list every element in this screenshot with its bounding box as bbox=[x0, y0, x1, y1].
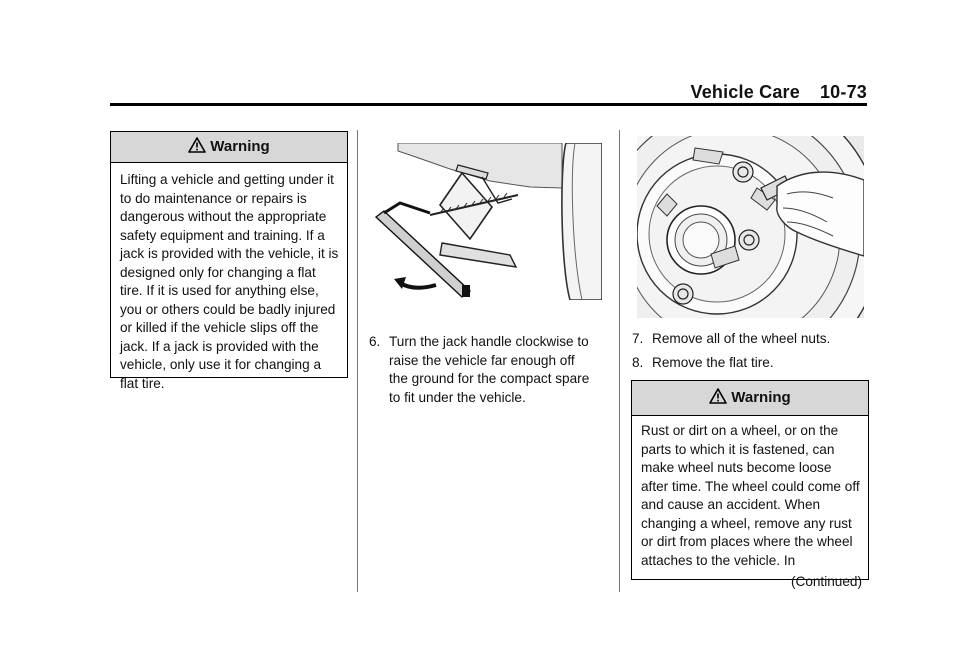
column-divider-2 bbox=[619, 130, 620, 592]
step-text: Remove all of the wheel nuts. bbox=[652, 331, 831, 346]
header-rule bbox=[110, 103, 867, 106]
warning-icon bbox=[709, 388, 727, 404]
header-title bbox=[690, 82, 867, 103]
page-number: 10-73 bbox=[819, 82, 867, 102]
step-text: Remove the flat tire. bbox=[652, 355, 774, 370]
step-number: 8. bbox=[632, 355, 644, 370]
warning-box-lifting bbox=[110, 131, 348, 391]
section-title: Vehicle Care bbox=[690, 82, 800, 102]
warning-icon bbox=[188, 137, 206, 153]
step-number: 6. bbox=[369, 334, 381, 349]
warning-body: Rust or dirt on a wheel, or on the parts to which it is fastened, can make wheel nuts become loose after time. The wheel could come off and cause an accident. When changing a wheel, remove any rust or dirt from places where the wheel attaches to the vehicle. In bbox=[641, 423, 860, 568]
step-8 bbox=[632, 354, 868, 373]
warning-box-rust bbox=[631, 380, 869, 589]
warning-body: Lifting a vehicle and getting under it to do maintenance or repairs is dangerous without the appropriate safety equipment and training. If a jack is provided with the vehicle, it is designed only for changing a flat tire. If it is used for anything else, you or others could be badly injured or killed if the vehicle slips off the jack. If a jack is provided with the vehicle, only use it for changing a flat tire. bbox=[120, 172, 339, 391]
step-text: Turn the jack handle clockwise to raise the vehicle far enough off the ground for the compact spare to fit under the vehicle. bbox=[389, 334, 590, 405]
continued-note: (Continued) bbox=[790, 574, 862, 589]
warning-header bbox=[111, 132, 347, 163]
step-number: 7. bbox=[632, 331, 644, 346]
column-divider-1 bbox=[357, 130, 358, 592]
step-7 bbox=[632, 330, 868, 349]
step-6 bbox=[369, 333, 594, 407]
warning-header bbox=[632, 381, 868, 416]
jack-drawing bbox=[370, 143, 602, 300]
warning-title: Warning bbox=[210, 138, 270, 155]
wheel-nut-removal-illustration bbox=[637, 136, 864, 318]
page-header bbox=[110, 82, 867, 104]
wheel-drawing bbox=[637, 136, 864, 318]
jack-illustration bbox=[370, 143, 602, 300]
warning-title: Warning bbox=[731, 389, 791, 406]
